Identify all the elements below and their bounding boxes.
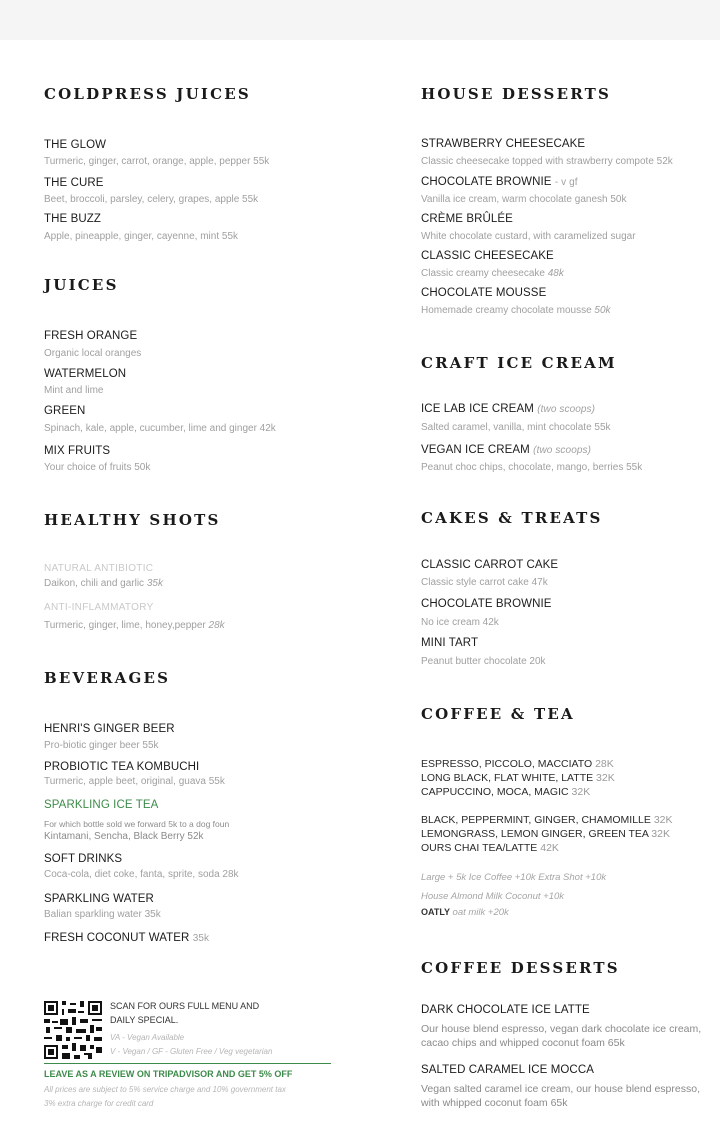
menu-item-name: SPARKLING WATER <box>44 893 154 905</box>
menu-item-desc: White chocolate custard, with caramelized sugar <box>421 231 636 242</box>
menu-item-desc: No ice cream 42k <box>421 617 499 628</box>
menu-item-name: GREEN <box>44 405 86 417</box>
menu-item-name: CHOCOLATE BROWNIE - v gf <box>421 176 578 188</box>
menu-item-desc: Daikon, chili and garlic 35k <box>44 578 163 589</box>
menu-item-desc: Our house blend espresso, vegan dark chocolate ice cream, cacao chips and whipped coconut foam 65k <box>421 1023 702 1049</box>
menu-item-desc: Peanut choc chips, chocolate, mango, berries 55k <box>421 462 643 473</box>
menu-item-desc: Classic style carrot cake 47k <box>421 577 548 588</box>
desserts-heading: HOUSE DESSERTS <box>421 85 612 103</box>
coffee-line: ESPRESSO, PICCOLO, MACCIATO 28K <box>421 758 614 770</box>
coffee-line: LONG BLACK, FLAT WHITE, LATTE 32K <box>421 772 615 784</box>
coffee-heading: COFFEE & TEA <box>421 705 575 723</box>
menu-item-name: CRÈME BRÛLÉE <box>421 213 513 225</box>
menu-item-desc: Homemade creamy chocolate mousse 50k <box>421 305 611 316</box>
menu-item-name: WATERMELON <box>44 368 127 380</box>
menu-item-desc: Salted caramel, vanilla, mint chocolate 55k <box>421 422 611 433</box>
footer-divider <box>44 1063 331 1064</box>
menu-item-name: SPARKLING ICE TEA <box>44 799 159 811</box>
menu-item-name: SOFT DRINKS <box>44 853 123 865</box>
shots-heading: HEALTHY SHOTS <box>44 511 221 529</box>
tea-line: BLACK, PEPPERMINT, GINGER, CHAMOMILLE 32K <box>421 814 673 826</box>
extras-note: Large + 5k Ice Coffee +10k Extra Shot +10k <box>421 872 607 883</box>
scan-text-line2: DAILY SPECIAL. <box>110 1015 179 1025</box>
coffee-line: CAPPUCCINO, MOCA, MAGIC 32K <box>421 786 591 798</box>
oat-milk-note: OATLY oat milk +20k <box>421 907 509 918</box>
menu-item-desc: Turmeric, ginger, lime, honey,pepper 28k <box>44 620 225 631</box>
qr-code-icon[interactable] <box>44 1001 102 1059</box>
menu-item-desc: Vanilla ice cream, warm chocolate ganesh 50k <box>421 194 627 205</box>
menu-item-desc: Kintamani, Sencha, Black Berry 52k <box>44 831 204 842</box>
juices-heading: JUICES <box>44 276 119 294</box>
menu-item-desc: Beet, broccoli, parsley, celery, grapes, apple 55k <box>44 194 259 205</box>
menu-item-name: MIX FRUITS <box>44 445 111 457</box>
menu-item-name: FRESH COCONUT WATER 35k <box>44 932 210 944</box>
menu-item-note: For which bottle sold we forward 5k to a dog foun <box>44 819 230 829</box>
menu-item-name: NATURAL ANTIBIOTIC <box>44 563 154 574</box>
menu-item-desc: Classic cheesecake topped with strawberry compote 52k <box>421 156 673 167</box>
menu-item-name: VEGAN ICE CREAM (two scoops) <box>421 444 592 456</box>
menu-item-name: THE BUZZ <box>44 213 102 225</box>
oatly-logo: OATLY <box>421 907 451 917</box>
menu-item-desc: Spinach, kale, apple, cucumber, lime and ginger 42k <box>44 423 276 434</box>
legend-line2: V - Vegan / GF - Gluten Free / Veg vegetarian <box>110 1047 273 1056</box>
menu-item-name: CHOCOLATE BROWNIE <box>421 598 552 610</box>
menu-item-name: CHOCOLATE MOUSSE <box>421 287 547 299</box>
review-offer[interactable]: LEAVE AS A REVIEW ON TRIPADVISOR AND GET 5% OFF <box>44 1069 293 1079</box>
cakes-heading: CAKES & TREATS <box>421 509 603 527</box>
milk-note: House Almond Milk Coconut +10k <box>421 891 565 902</box>
menu-item-name: CLASSIC CHEESECAKE <box>421 250 554 262</box>
menu-item-desc: Apple, pineapple, ginger, cayenne, mint 55k <box>44 231 239 242</box>
beverages-heading: BEVERAGES <box>44 669 171 687</box>
top-bar <box>0 0 720 40</box>
legend-line1: VA - Vegan Available <box>110 1033 185 1042</box>
menu-item-name: FRESH ORANGE <box>44 330 138 342</box>
coffee-desserts-heading: COFFEE DESSERTS <box>421 959 620 977</box>
menu-item-name: ICE LAB ICE CREAM (two scoops) <box>421 403 596 415</box>
menu-item-desc: Turmeric, ginger, carrot, orange, apple, pepper 55k <box>44 156 270 167</box>
menu-item-name: MINI TART <box>421 637 479 649</box>
menu-item-name: HENRI'S GINGER BEER <box>44 723 175 735</box>
menu-item-desc: Mint and lime <box>44 385 104 396</box>
coldpress-heading: COLDPRESS JUICES <box>44 85 251 103</box>
menu-item-desc: Organic local oranges <box>44 348 142 359</box>
menu-item-desc: Pro-biotic ginger beer 55k <box>44 740 159 751</box>
tax-note-line2: 3% extra charge for credit card <box>44 1099 154 1108</box>
menu-item-name: THE GLOW <box>44 139 107 151</box>
icecream-heading: CRAFT ICE CREAM <box>421 354 617 372</box>
menu-item-name: STRAWBERRY CHEESECAKE <box>421 138 586 150</box>
tax-note-line1: All prices are subject to 5% service charge and 10% government tax <box>44 1085 286 1094</box>
menu-item-desc: Your choice of fruits 50k <box>44 462 151 473</box>
menu-item-name: DARK CHOCOLATE ICE LATTE <box>421 1004 590 1016</box>
tea-line: OURS CHAI TEA/LATTE 42K <box>421 842 559 854</box>
menu-item-desc: Coca-cola, diet coke, fanta, sprite, soda 28k <box>44 869 239 880</box>
menu-item-name: CLASSIC CARROT CAKE <box>421 559 559 571</box>
menu-item-desc: Peanut butter chocolate 20k <box>421 656 546 667</box>
menu-item-desc: Balian sparkling water 35k <box>44 909 161 920</box>
tea-line: LEMONGRASS, LEMON GINGER, GREEN TEA 32K <box>421 828 670 840</box>
menu-item-desc: Vegan salted caramel ice cream, our house blend espresso, with whipped coconut foam 65k <box>421 1083 700 1109</box>
menu-item-name: PROBIOTIC TEA KOMBUCHI <box>44 761 200 773</box>
menu-item-desc: Turmeric, apple beet, original, guava 55k <box>44 776 225 787</box>
menu-item-desc: Classic creamy cheesecake 48k <box>421 268 564 279</box>
menu-item-name: THE CURE <box>44 177 104 189</box>
menu-item-name: ANTI-INFLAMMATORY <box>44 602 154 613</box>
menu-item-name: SALTED CARAMEL ICE MOCCA <box>421 1064 595 1076</box>
scan-text-line1: SCAN FOR OURS FULL MENU AND <box>110 1001 260 1011</box>
